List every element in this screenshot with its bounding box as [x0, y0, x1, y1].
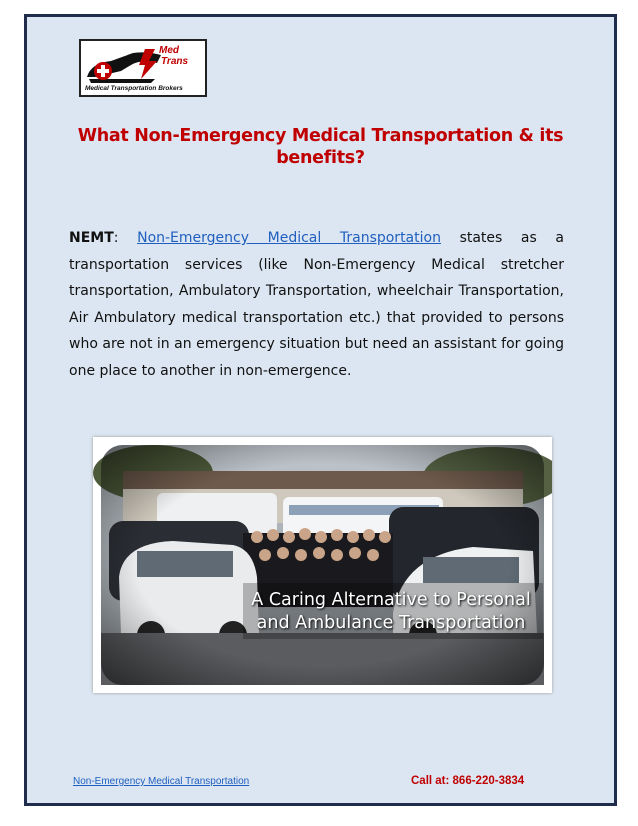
fleet-photo-image — [93, 437, 552, 693]
body-paragraph: NEMT: Non-Emergency Medical Transportation states as a transportation services (like Non-Emergency Medical stretcher transportation, Ambulatory Transportation, wheelchair Transportation, Air Ambulatory medical transportation etc.) that provided to persons who are not in an emergency situation but need an assistant for going one place to another in non-emergence. — [69, 230, 564, 379]
footer-link[interactable]: Non-Emergency Medical Transportation — [73, 776, 250, 787]
photo-caption — [241, 589, 541, 635]
nemt-label: NEMT — [69, 230, 114, 246]
footer-phone: Call at: 866-220-3834 — [411, 775, 525, 787]
page-title: What Non-Emergency Medical Transportation & its benefits? — [77, 126, 564, 168]
document-page — [24, 14, 617, 806]
photo-caption-line2: and Ambulance Transportation — [256, 613, 526, 633]
logo-tagline: Medical Transportation Brokers — [85, 85, 183, 92]
photo-caption-line1: A Caring Alternative to Personal — [251, 590, 531, 610]
logo-trans-text: Trans — [161, 56, 189, 67]
nemt-link[interactable]: Non-Emergency Medical Transportation — [137, 230, 441, 246]
logo-med-text: Med — [159, 45, 179, 56]
med-trans-logo — [79, 39, 207, 97]
body-text: states as a transportation services (like Non-Emergency Medical stretcher transportation, Ambulatory Transportation, wheelchair Transportation, Air Ambulatory medical transportation etc.) that provided to persons who are not in an emergency situation but need an assistant for going one place to another in non-emergence. — [69, 230, 564, 379]
fleet-photo — [93, 437, 552, 693]
